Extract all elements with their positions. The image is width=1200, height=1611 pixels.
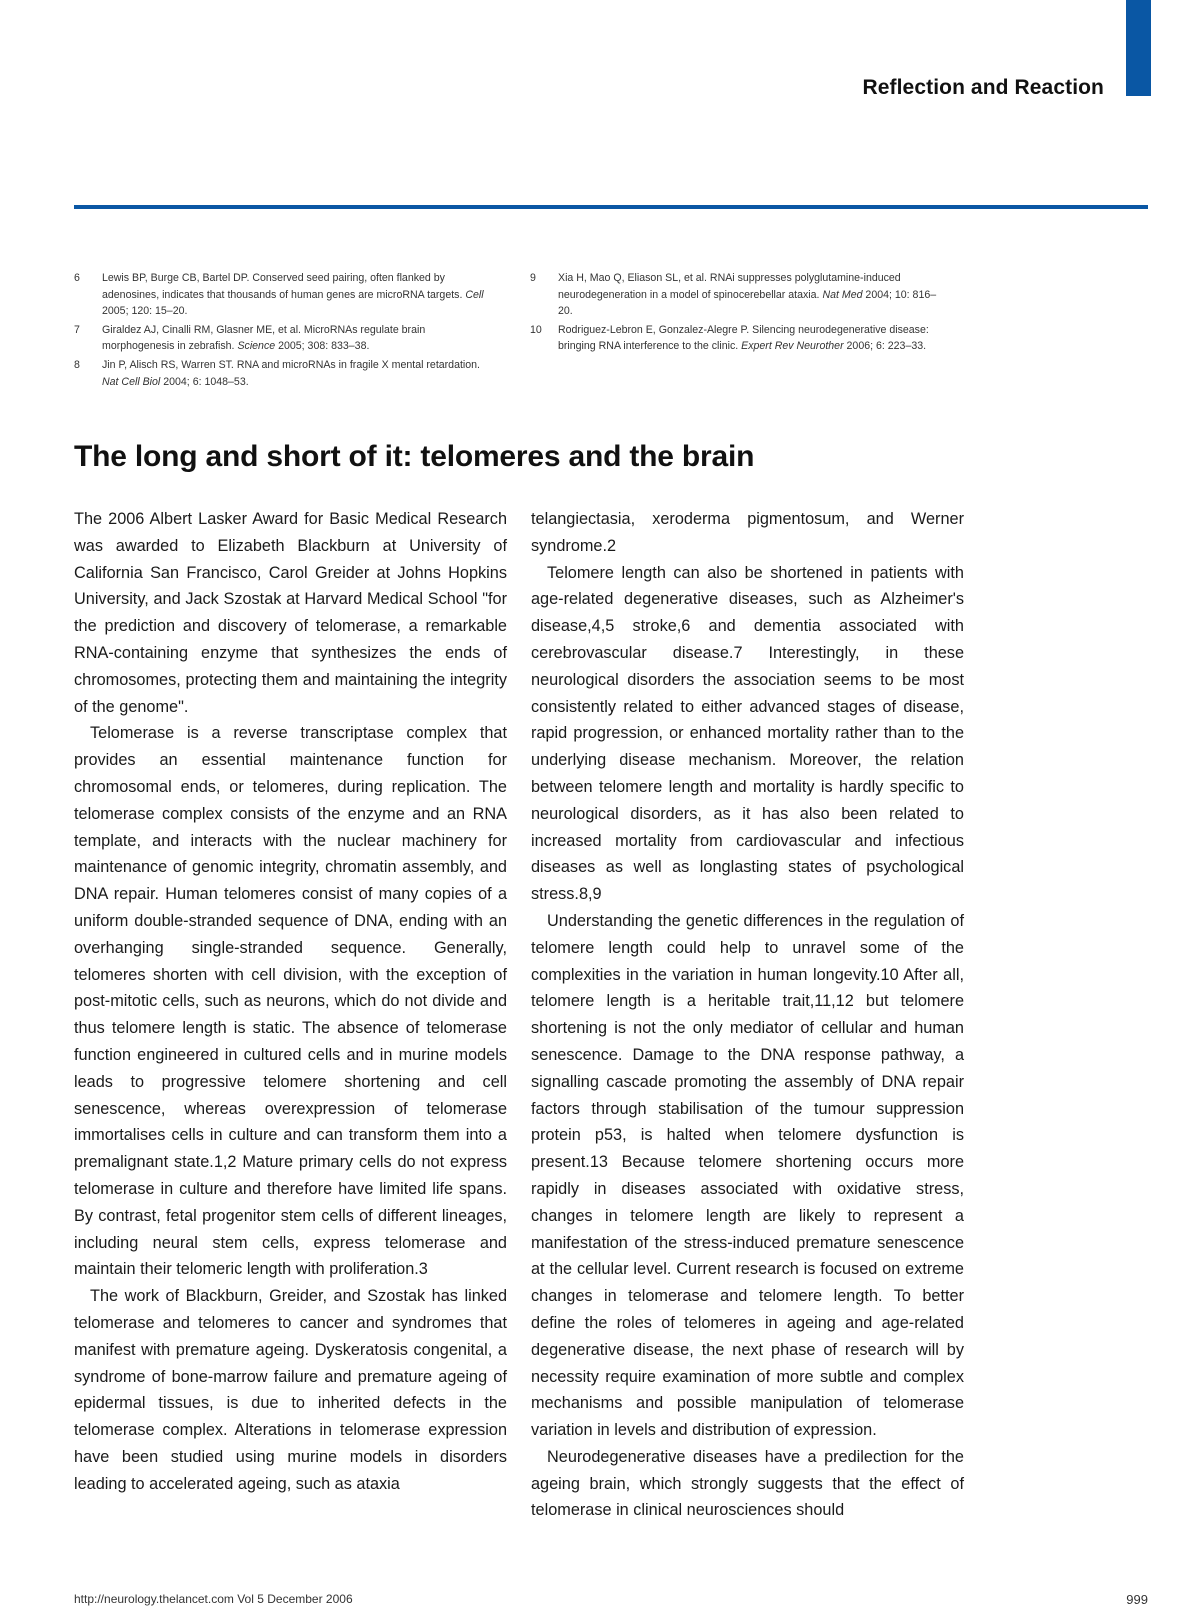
reference-item <box>74 270 484 320</box>
references-left-column <box>74 270 484 392</box>
reference-text <box>102 270 484 320</box>
reference-item <box>530 270 940 320</box>
reference-citation: 2005; 308: 833–38. <box>275 340 370 353</box>
page-number: 999 <box>1126 1592 1148 1607</box>
reference-authors-title: Rodriguez-Lebron E, Gonzalez-Alegre P. Silencing neurodegenerative disease: bringing RNA interference to the clinic. <box>558 323 929 353</box>
reference-number: 9 <box>530 272 536 284</box>
body-paragraph: Understanding the genetic differences in the regulation of telomere length could help to unravel some of the complexities in the variation in human longevity.10 After all, telomere length is a heritable trait,11,12 but telomere shortening is not the only mediator of cellular and human senescence. Damage to the DNA response pathway, a signalling cascade promoting the assembly of DNA repair factors through stabilisation of the tumour suppression protein p53, is halted when telomere dysfunction is present.13 Because telomere shortening occurs more rapidly in diseases associated with oxidative stress, changes in telomere length are likely to represent a manifestation of the stress-induced premature senescence at the cellular level. Current research is focused on extreme changes in telomerase and telomere length. To better define the roles of telomeres in ageing and age-related degenerative disease, the next phase of research will by necessity require examination of more subtle and complex mechanisms and possible manipulation of telomerase variation in levels and distribution of expression. <box>531 911 964 1440</box>
body-paragraph: telangiectasia, xeroderma pigmentosum, and Werner syndrome.2 <box>531 510 964 555</box>
reference-authors-title: Lewis BP, Burge CB, Bartel DP. Conserved seed pairing, often flanked by adenosines, indicates that thousands of human genes are microRNA targets. <box>102 272 466 301</box>
section-tab-bar <box>1126 0 1151 96</box>
body-paragraph: Neurodegenerative diseases have a predilection for the ageing brain, which strongly suggests that the effect of telomerase in clinical neurosciences should <box>531 1447 964 1520</box>
reference-text <box>102 322 484 355</box>
reference-text <box>558 322 940 355</box>
article-body-right-column <box>531 506 964 1524</box>
reference-number: 7 <box>74 323 80 336</box>
reference-number: 10 <box>530 323 542 336</box>
reference-authors-title: Xia H, Mao Q, Eliason SL, et al. RNAi suppresses polyglutamine-induced neurodegeneration in a model of spinocerebellar ataxia. <box>558 272 901 301</box>
reference-journal: Nat Cell Biol <box>102 375 161 388</box>
references-right-column <box>530 270 940 357</box>
reference-number: 8 <box>74 358 80 371</box>
reference-item <box>530 322 940 355</box>
article-body-left-column <box>74 506 507 1497</box>
footer-source[interactable]: http://neurology.thelancet.com Vol 5 December 2006 <box>74 1592 353 1606</box>
reference-number: 6 <box>74 272 80 284</box>
reference-authors-title: Jin P, Alisch RS, Warren ST. RNA and microRNAs in fragile X mental retardation. <box>102 358 480 371</box>
reference-journal: Science <box>237 340 276 353</box>
article-title: The long and short of it: telomeres and the brain <box>74 440 755 473</box>
reference-journal: Cell <box>465 288 484 301</box>
reference-citation: 2006; 6: 223–33. <box>843 340 927 353</box>
body-paragraph: Telomere length can also be shortened in patients with age-related degenerative diseases, such as Alzheimer's disease,4,5 stroke,6 and dementia associated with cerebrovascular disease.7 Interestingly, in these neurological disorders the association seems to be most consistently related to either advanced stages of disease, rapid progression, or enhanced mortality rather than to the underlying disease mechanism. Moreover, the relation between telomere length and mortality is hardly specific to neurological disorders, as it has also been related to increased mortality from cardiovascular and infectious diseases as well as longlasting states of psychological stress.8,9 <box>531 563 964 904</box>
reference-authors-title: Giraldez AJ, Cinalli RM, Glasner ME, et al. MicroRNAs regulate brain morphogenesis in zebrafish. <box>102 323 426 353</box>
reference-journal: Expert Rev Neurother <box>741 340 844 353</box>
reference-citation: 2004; 10: 816–20. <box>558 288 937 318</box>
reference-item <box>74 357 484 390</box>
reference-text <box>102 357 484 390</box>
reference-item <box>74 322 484 355</box>
section-label: Reflection and Reaction <box>862 76 1104 99</box>
reference-citation: 2005; 120: 15–20. <box>102 305 188 318</box>
header-rule <box>74 205 1148 209</box>
body-paragraph: Telomerase is a reverse transcriptase complex that provides an essential maintenance function for chromosomal ends, or telomeres, during replication. The telomerase complex consists of the enzyme and an RNA template, and interacts with the nuclear machinery for maintenance of genomic integrity, chromatin assembly, and DNA repair. Human telomeres consist of many copies of a uniform double-stranded sequence of DNA, ending with an overhanging single-stranded sequence. Generally, telomeres shorten with cell division, with the exception of post-mitotic cells, such as neurons, which do not divide and thus telomere length is static. The absence of telomerase function engineered in cultured cells and in murine models leads to progressive telomere shortening and cell senescence, whereas overexpression of telomerase immortalises cells in culture and can transform them into a premalignant state.1,2 Mature primary cells do not express telomerase in culture and therefore have limited life spans. By contrast, fetal progenitor stem cells of different lineages, including neural stem cells, express telomerase and maintain their telomeric length with proliferation.3 <box>74 724 507 1279</box>
reference-citation: 2004; 6: 1048–53. <box>160 375 249 388</box>
reference-journal: Nat Med <box>822 288 863 301</box>
body-paragraph: The 2006 Albert Lasker Award for Basic Medical Research was awarded to Elizabeth Blackburn at University of California San Francisco, Carol Greider at Johns Hopkins University, and Jack Szostak at Harvard Medical School "for the prediction and discovery of telomerase, a remarkable RNA-containing enzyme that synthesizes the ends of chromosomes, protecting them and maintaining the integrity of the genome". <box>74 510 507 716</box>
body-paragraph: The work of Blackburn, Greider, and Szostak has linked telomerase and telomeres to cancer and syndromes that manifest with premature ageing. Dyskeratosis congenital, a syndrome of bone-marrow failure and premature ageing of epidermal tissues, is due to inherited defects in the telomerase complex. Alterations in telomerase expression have been studied using murine models in disorders leading to accelerated ageing, such as ataxia <box>74 1287 507 1493</box>
reference-text <box>558 270 940 320</box>
